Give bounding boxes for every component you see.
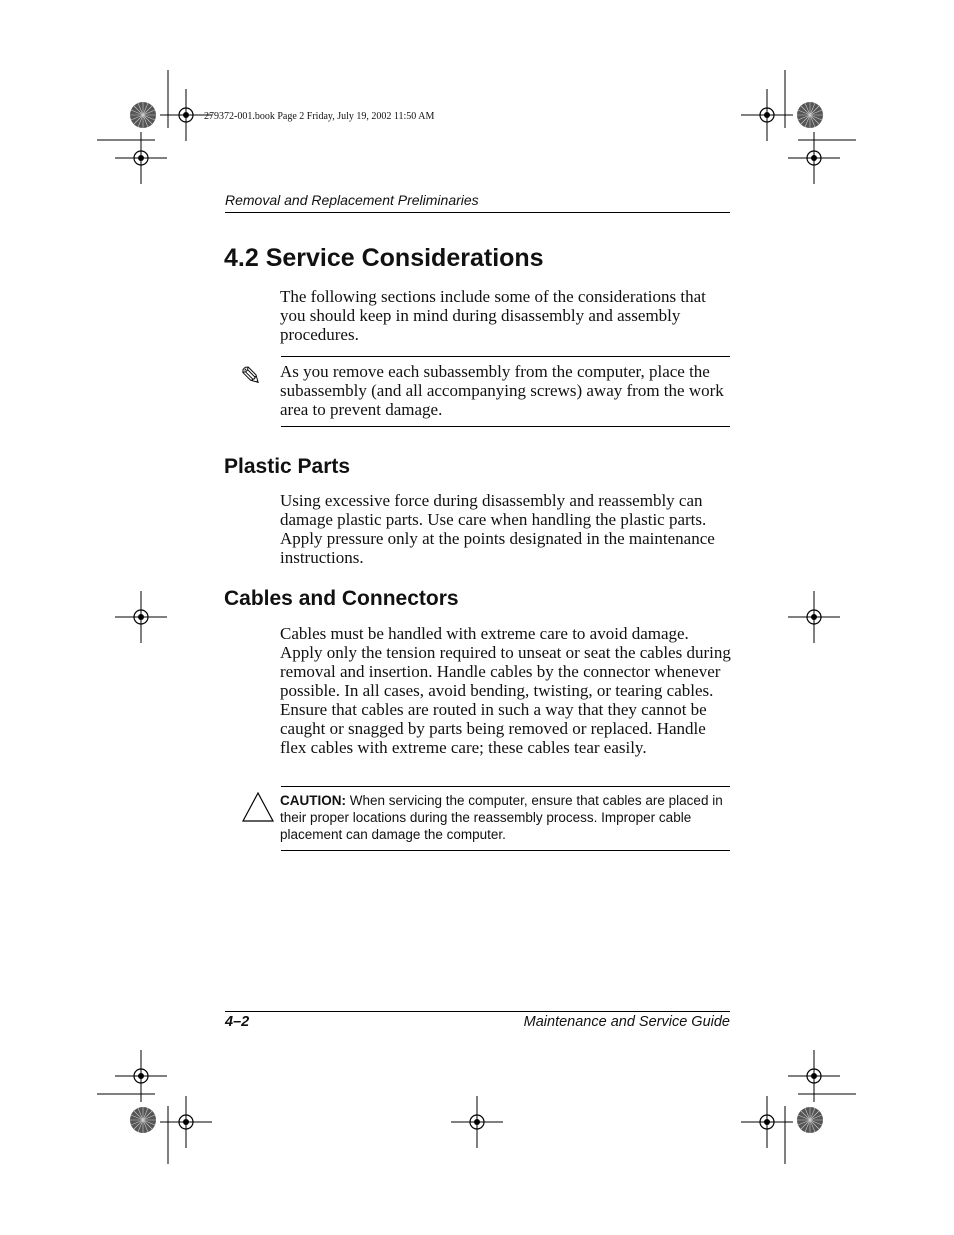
note-bottom-rule bbox=[281, 426, 730, 427]
registration-mark-right-mid bbox=[788, 591, 840, 643]
registration-mark-left-mid bbox=[115, 591, 167, 643]
running-header: Removal and Replacement Preliminaries bbox=[225, 192, 479, 208]
plastic-parts-paragraph: Using excessive force during disassembly and reassembly can damage plastic parts. Use care when handling the plastic parts. Apply pressure only at the points designated in the maintenance instructions. bbox=[280, 491, 715, 567]
caution-top-rule bbox=[281, 786, 730, 787]
caution-label: CAUTION: bbox=[280, 793, 346, 808]
note-top-rule bbox=[281, 356, 730, 357]
page-number: 4–2 bbox=[225, 1014, 250, 1030]
cables-heading: Cables and Connectors bbox=[224, 587, 459, 610]
registration-mark-bottom-center bbox=[451, 1096, 503, 1148]
color-target-bottom-left bbox=[130, 1107, 156, 1133]
caution-bottom-rule bbox=[281, 850, 730, 851]
caution-text bbox=[280, 792, 732, 843]
color-target-bottom-right bbox=[797, 1107, 823, 1133]
print-info-line: 279372-001.book Page 2 Friday, July 19, 2002 11:50 AM bbox=[204, 111, 435, 122]
caution-triangle-icon bbox=[241, 791, 275, 823]
color-target-top-left bbox=[130, 102, 156, 128]
section-title: 4.2 Service Considerations bbox=[224, 244, 544, 272]
intro-paragraph: The following sections include some of the considerations that you should keep in mind during disassembly and assembly procedures. bbox=[280, 287, 706, 344]
pencil-note-icon: ✎ bbox=[240, 362, 262, 391]
caution-body: When servicing the computer, ensure that cables are placed in their proper locations during the reassembly process. Improper cable placement can damage the computer. bbox=[280, 793, 723, 842]
footer-guide-title: Maintenance and Service Guide bbox=[523, 1014, 730, 1030]
color-target-top-right bbox=[797, 102, 823, 128]
note-text: As you remove each subassembly from the computer, place the subassembly (and all accompanying screws) away from the work area to prevent damage. bbox=[280, 362, 724, 419]
header-rule bbox=[225, 212, 730, 213]
plastic-parts-heading: Plastic Parts bbox=[224, 455, 351, 478]
footer-rule bbox=[225, 1011, 730, 1012]
cables-paragraph: Cables must be handled with extreme care to avoid damage. Apply only the tension required to unseat or seat the cables during removal and insertion. Handle cables by the connector whenever possible. In all cases, avoid bending, twisting, or tearing cables. Ensure that cables are routed in such a way that they cannot be caught or snagged by parts being removed or replaced. Handle flex cables with extreme care; these cables tear easily. bbox=[280, 624, 731, 757]
